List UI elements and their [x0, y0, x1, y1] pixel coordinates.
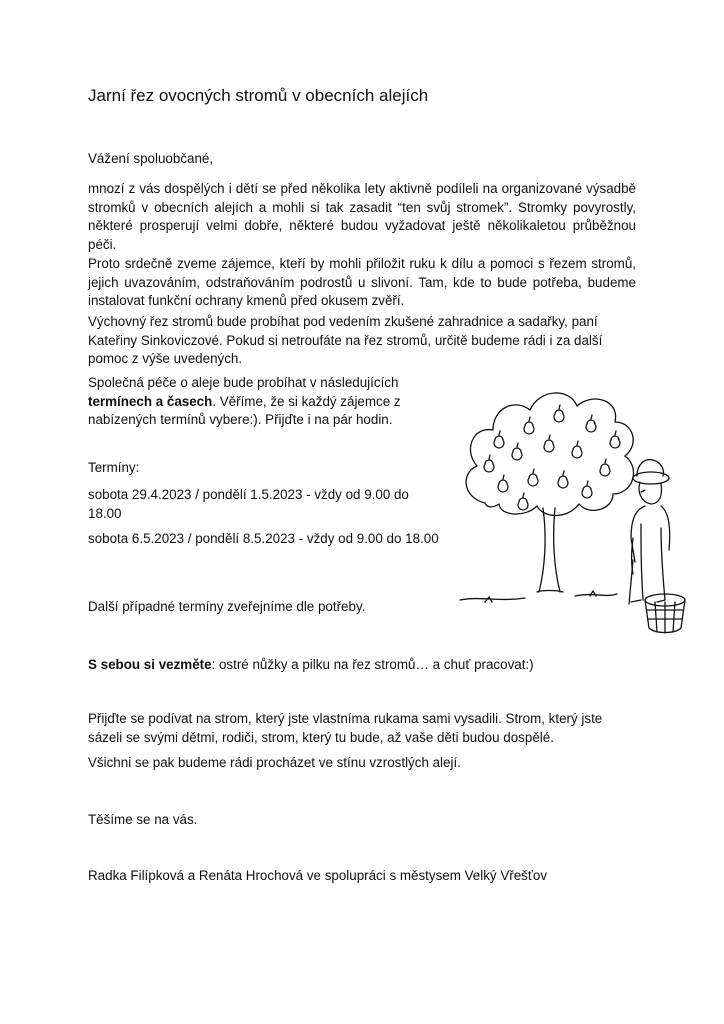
terms-heading: Termíny: [88, 460, 140, 475]
ground [460, 591, 617, 602]
paragraph-planting: mnozí z vás dospělých i dětí se před několika lety aktivně podíleli na organizované výsadbě stromků v obecních alejích a mohli si tak zasadit “ten svůj stromek”. Stromky povyrostly, některé prosperují velmi dobře, některé budou vyžadovat ještě několikaletou průběžnou péči. [88, 181, 636, 252]
schedule-intro-text: Společná péče o aleje bude probíhat v následujících [88, 375, 399, 390]
greeting: Vážení spoluobčané, [88, 151, 214, 166]
paragraph-walk: Všichni se pak budeme rádi procházet ve stínu vzrostlých alejí. [88, 755, 461, 770]
man-figure [629, 460, 670, 604]
signature: Radka Filípková a Renáta Hrochová ve spolupráci s městysem Velký Vřešťov [88, 868, 548, 883]
schedule-intro-rest: . Věříme, že si každý zájemce z nabízených termínů vybere:). Přijďte i na pár hodin. [88, 393, 401, 427]
bring-note [88, 656, 636, 675]
schedule-intro-bold: termínech a časech [88, 393, 213, 409]
tree-crown [466, 393, 633, 516]
page-title: Jarní řez ovocných stromů v obecních alejích [88, 86, 429, 105]
bring-rest: : ostré nůžky a pilku na řez stromů… a chuť pracovat:) [211, 657, 534, 672]
term-1: sobota 29.4.2023 / pondělí 1.5.2023 - vždy od 9.00 do 18.00 [88, 487, 409, 521]
paragraph-invitation: Proto srdečně zveme zájemce, kteří by mohli přiložit ruku k dílu a pomoci s řezem stromů, jejich uvazováním, odstraňováním podrostů u slivoní. Tam, kde to bude potřeba, budeme instalovat funkční ochrany kmenů před okusem zvěří. [88, 256, 636, 308]
apple-icons [484, 405, 620, 510]
tree-trunk [539, 508, 560, 592]
more-terms-note: Další případné termíny zveřejníme dle potřeby. [88, 599, 366, 614]
bring-bold: S sebou si vezměte [88, 657, 212, 672]
paragraph-pruning: Výchovný řez stromů bude probíhat pod vedením zkušené zahradnice a sadařky, paní Kateřiny Sinkoviczové. Pokud si netroufáte na řez stromů, určitě budeme rádi i za další pomoc z výše uvedených. [88, 314, 603, 366]
paragraph-schedule-intro [88, 374, 438, 430]
paragraph-visit: Přijďte se podívat na strom, který jste vlastníma rukama sami vysadili. Strom, který jste sázeli se svými dětmi, rodiči, strom, který tu bude, až vaše děti budou dospělé. [88, 711, 603, 745]
term-2: sobota 6.5.2023 / pondělí 8.5.2023 - vždy od 9.00 do 18.00 [88, 531, 439, 546]
apple-tree-illustration [455, 378, 695, 638]
closing-line: Těšíme se na vás. [88, 812, 198, 827]
